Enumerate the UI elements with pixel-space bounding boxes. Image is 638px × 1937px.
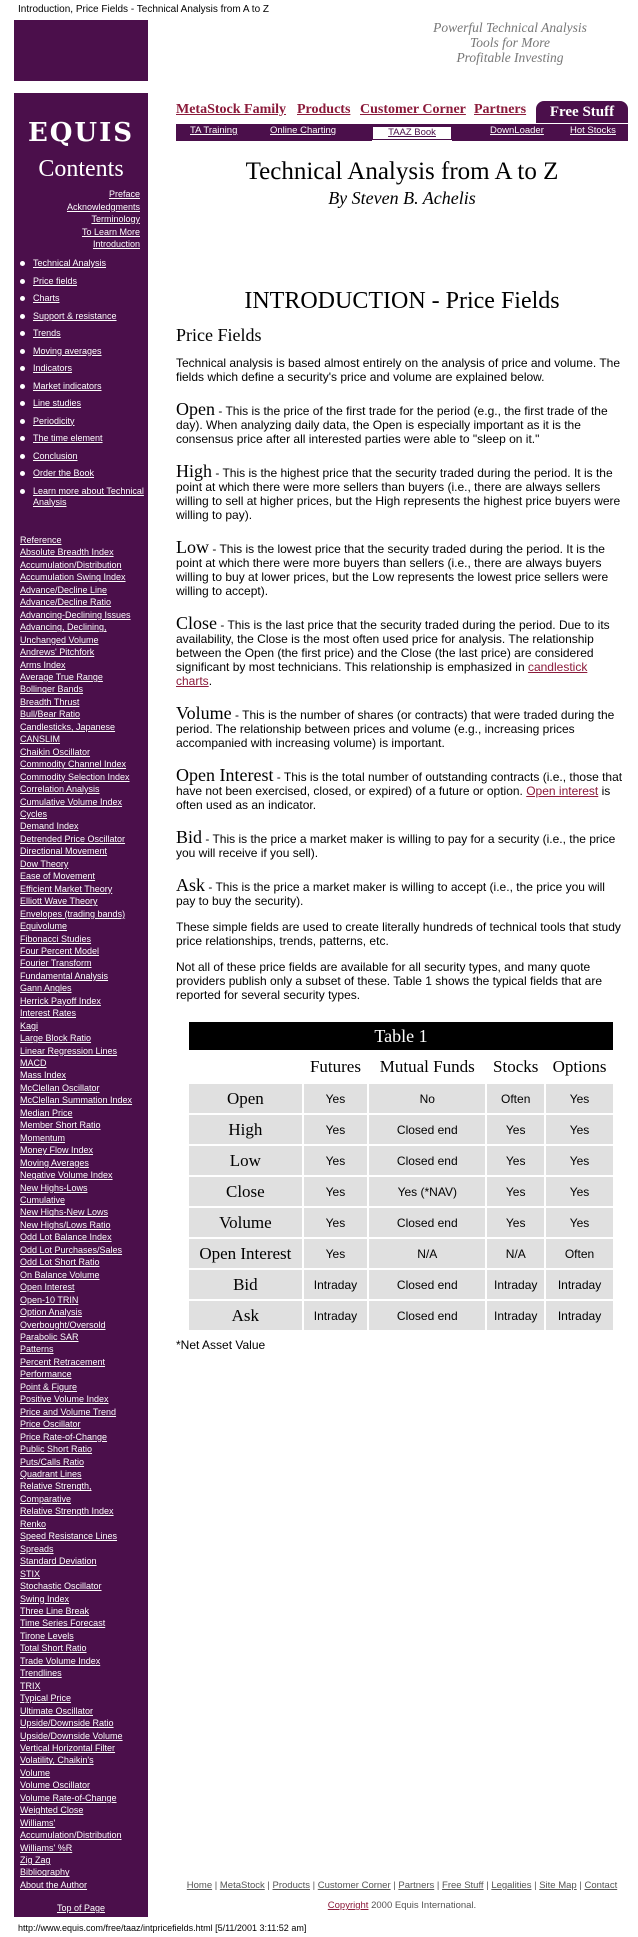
reference-link-odd-lot-purchases-sales[interactable]: Odd Lot Purchases/Sales <box>20 1244 123 1255</box>
footer-link-free-stuff[interactable]: Free Stuff <box>442 1880 484 1891</box>
reference-link-trade-volume-index[interactable]: Trade Volume Index <box>20 1655 101 1666</box>
reference-link-member-short-ratio[interactable]: Member Short Ratio <box>20 1120 101 1131</box>
reference-link-accumulation-swing-index[interactable]: Accumulation Swing Index <box>20 572 126 583</box>
reference-link-correlation-analysis[interactable]: Correlation Analysis <box>20 784 100 795</box>
reference-link-upside-downside-volume[interactable]: Upside/Downside Volume <box>20 1730 123 1741</box>
open-interest-definition <box>176 765 626 812</box>
table-row <box>189 1146 613 1175</box>
reference-link-herrick-payoff-index[interactable]: Herrick Payoff Index <box>20 995 101 1006</box>
reference-link-new-highs-lows[interactable]: New Highs-Lows <box>20 1182 88 1193</box>
chapter-item <box>19 381 144 392</box>
footer-link-home[interactable]: Home <box>186 1880 213 1891</box>
term-low: Low <box>176 537 209 557</box>
open-interest-end: is often used as an indicator. <box>176 784 611 812</box>
table-cell: Yes <box>304 1177 368 1206</box>
sidebar-link-terminology[interactable]: Terminology <box>91 214 140 224</box>
bid-definition <box>176 827 626 860</box>
footer-link-site-map[interactable]: Site Map <box>539 1880 577 1891</box>
table-cell: Yes (*NAV) <box>369 1177 485 1206</box>
reference-link-standard-deviation[interactable]: Standard Deviation <box>20 1556 97 1567</box>
chapter-link-order-the-book[interactable]: Order the Book <box>33 468 95 478</box>
footer-link-products[interactable]: Products <box>272 1880 311 1891</box>
reference-link-vertical-horizontal-filter[interactable]: Vertical Horizontal Filter <box>20 1742 116 1753</box>
reference-link-spreads[interactable]: Spreads <box>20 1543 54 1554</box>
table-cell: Yes <box>546 1177 613 1206</box>
reference-link-open-interest[interactable]: Open Interest <box>20 1282 75 1293</box>
copyright <box>176 1900 628 1911</box>
chapter-link-line-studies[interactable]: Line studies <box>33 398 82 408</box>
close-definition <box>176 613 626 688</box>
table-cell: Closed end <box>369 1146 485 1175</box>
row-label: Volume <box>189 1208 302 1237</box>
table-cell: Yes <box>546 1146 613 1175</box>
reference-link-detrended-price-oscillator[interactable]: Detrended Price Oscillator <box>20 833 126 844</box>
ask-definition <box>176 875 626 908</box>
reference-link-new-highs-lows-ratio[interactable]: New Highs/Lows Ratio <box>20 1219 111 1230</box>
low-definition <box>176 537 626 598</box>
reference-link-fundamental-analysis[interactable]: Fundamental Analysis <box>20 970 109 981</box>
volume-definition <box>176 703 626 750</box>
table-header-row <box>189 1052 613 1082</box>
reference-link-puts-calls-ratio[interactable]: Puts/Calls Ratio <box>20 1456 85 1467</box>
table-cell: No <box>369 1084 485 1113</box>
reference-link-advancing-declining[interactable]: Advancing, Declining, <box>20 622 107 633</box>
footer-link-customer-corner[interactable]: Customer Corner <box>317 1880 391 1891</box>
reference-link-cumulative-volume-index[interactable]: Cumulative Volume Index <box>20 796 123 807</box>
reference-link-volatility-chaikin-s[interactable]: Volatility, Chaikin's <box>20 1755 94 1766</box>
table-row <box>189 1270 613 1299</box>
article-heading: INTRODUCTION - Price Fields <box>244 288 560 314</box>
reference-link-volume-oscillator[interactable]: Volume Oscillator <box>20 1780 91 1791</box>
reference-link-zig-zag[interactable]: Zig Zag <box>20 1855 51 1866</box>
sidebar-link-to-learn-more[interactable]: To Learn More <box>81 226 140 237</box>
chapter-link-learn-more-about-technical-analysis[interactable]: Learn more about Technical Analysis <box>33 485 144 507</box>
tagline <box>420 20 600 65</box>
table-cell: N/A <box>487 1239 544 1268</box>
ask-text: - This is the price a market maker is willing to accept (i.e., the price you will pay to buy the security). <box>176 880 605 908</box>
footer-separator: | <box>390 1880 399 1891</box>
term-open-interest: Open Interest <box>176 765 274 785</box>
table-cell: Yes <box>304 1208 368 1237</box>
table-row <box>189 1115 613 1144</box>
table-row <box>189 1239 613 1268</box>
footer-separator: | <box>434 1880 443 1891</box>
subnav-ta-training[interactable]: TA Training <box>190 125 238 136</box>
reference-link-commodity-selection-index[interactable]: Commodity Selection Index <box>20 771 130 782</box>
footer-separator: | <box>310 1880 318 1891</box>
reference-link-ultimate-oscillator[interactable]: Ultimate Oscillator <box>20 1705 94 1716</box>
reference-link-performance[interactable]: Performance <box>20 1369 72 1380</box>
reference-link-negative-volume-index[interactable]: Negative Volume Index <box>20 1170 113 1181</box>
chapter-link-the-time-element[interactable]: The time element <box>33 433 103 443</box>
sidebar-chapter-list <box>19 258 144 514</box>
subnav-hot-stocks[interactable]: Hot Stocks <box>570 125 616 136</box>
contents-title: Contents <box>38 156 124 182</box>
reference-link-speed-resistance-lines[interactable]: Speed Resistance Lines <box>20 1531 118 1542</box>
sidebar-top-links <box>67 188 140 251</box>
reference-link-moving-averages[interactable]: Moving Averages <box>20 1157 89 1168</box>
table-cell: Yes <box>546 1115 613 1144</box>
reference-link-elliott-wave-theory[interactable]: Elliott Wave Theory <box>20 896 98 907</box>
footer-link-metastock[interactable]: MetaStock <box>219 1880 265 1891</box>
price-fields-table <box>187 1020 615 1332</box>
reference-link-stochastic-oscillator[interactable]: Stochastic Oscillator <box>20 1581 102 1592</box>
reference-link-swing-index[interactable]: Swing Index <box>20 1593 70 1604</box>
chapter-item <box>19 311 144 322</box>
column-header: Futures <box>309 1057 361 1076</box>
bid-text: - This is the price a market maker is willing to pay for a security (i.e., the price you will receive if you sell). <box>176 832 616 860</box>
reference-link-odd-lot-balance-index[interactable]: Odd Lot Balance Index <box>20 1232 112 1243</box>
tagline-line: Tools for More <box>469 35 551 50</box>
subnav-taaz-book-tab <box>372 124 452 140</box>
reference-link-efficient-market-theory[interactable]: Efficient Market Theory <box>20 883 113 894</box>
status-url: http://www.equis.com/free/taaz/intpricefields.html [5/11/2001 3:11:52 am] <box>18 1923 307 1933</box>
subnav-downloader[interactable]: DownLoader <box>490 125 544 136</box>
row-label: Low <box>189 1146 302 1175</box>
reference-link-unchanged-volume[interactable]: Unchanged Volume <box>20 634 99 645</box>
row-label: High <box>189 1115 302 1144</box>
term-volume: Volume <box>176 703 232 723</box>
table-cell: Yes <box>546 1208 613 1237</box>
footer-separator: | <box>576 1880 585 1891</box>
chapter-link-price-fields[interactable]: Price fields <box>33 275 78 286</box>
table-cell: Yes <box>487 1208 544 1237</box>
reference-link-arms-index[interactable]: Arms Index <box>20 659 66 670</box>
reference-link-open-10-trin[interactable]: Open-10 TRIN <box>20 1294 79 1305</box>
reference-link-directional-movement[interactable]: Directional Movement <box>20 846 108 857</box>
reference-link-advance-decline-ratio[interactable]: Advance/Decline Ratio <box>20 597 112 608</box>
table-cell: Often <box>546 1239 613 1268</box>
table-cell: Yes <box>304 1084 368 1113</box>
reference-link-bibliography[interactable]: Bibliography <box>20 1867 70 1878</box>
reference-link-breadth-thrust[interactable]: Breadth Thrust <box>20 696 80 707</box>
tagline-line: Powerful Technical Analysis <box>433 20 587 35</box>
table-cell: Intraday <box>487 1270 544 1299</box>
reference-link-williams-r[interactable]: Williams' %R <box>20 1842 73 1853</box>
table-cell: N/A <box>369 1239 485 1268</box>
reference-link-cycles[interactable]: Cycles <box>20 808 48 819</box>
table-cell: Yes <box>546 1084 613 1113</box>
copyright-text: 2000 Equis International. <box>368 1900 477 1911</box>
reference-link-kagi[interactable]: Kagi <box>20 1020 39 1031</box>
column-header: Mutual Funds <box>379 1057 475 1076</box>
chapter-link-conclusion[interactable]: Conclusion <box>33 450 78 461</box>
reference-link-weighted-close[interactable]: Weighted Close <box>20 1805 84 1816</box>
table-cell: Yes <box>304 1146 368 1175</box>
chapter-item <box>19 276 144 287</box>
reference-link-mcclellan-summation-index[interactable]: McClellan Summation Index <box>20 1095 133 1106</box>
reference-link-price-and-volume-trend[interactable]: Price and Volume Trend <box>20 1406 117 1417</box>
close-text: - This is the last price that the security traded during the period. Due to its availability, the Close is the most often used price for analysis. The relationship between the Open (the first price) and the Close (the last price) are considered significant by most technicians. This relationship is emphasized in <box>176 618 610 674</box>
sidebar-link-preface[interactable]: Preface <box>108 189 140 199</box>
nav-metastock-family[interactable]: MetaStock Family <box>176 102 287 117</box>
table-row <box>189 1208 613 1237</box>
reference-link-interest-rates[interactable]: Interest Rates <box>20 1008 77 1019</box>
tagline-line: Profitable Investing <box>456 50 564 65</box>
sidebar-divider <box>14 81 148 93</box>
footer-link-partners[interactable]: Partners <box>398 1880 435 1891</box>
chapter-item <box>19 363 144 374</box>
sidebar-reference-list <box>20 534 146 1891</box>
reference-link-parabolic-sar[interactable]: Parabolic SAR <box>20 1332 79 1342</box>
reference-link-volume[interactable]: Volume <box>20 1767 51 1778</box>
sub-nav <box>176 124 628 141</box>
table-cell: Yes <box>487 1177 544 1206</box>
simple-fields-paragraph: These simple fields are used to create literally hundreds of technical tools that study price relationships, trends, patterns, etc. <box>176 920 621 948</box>
book-author: By Steven B. Achelis <box>328 188 476 208</box>
intro-paragraph: Technical analysis is based almost entirely on the analysis of price and volume. The fields which define a security's price and volume are explained below. <box>176 356 621 384</box>
reference-link-dow-theory[interactable]: Dow Theory <box>20 858 69 869</box>
reference-link-advancing-declining-issues[interactable]: Advancing-Declining Issues <box>20 609 131 620</box>
reference-link-on-balance-volume[interactable]: On Balance Volume <box>20 1269 100 1280</box>
chapter-item <box>19 258 144 269</box>
table-cell: Closed end <box>369 1270 485 1299</box>
term-bid: Bid <box>176 827 203 847</box>
high-text: - This is the highest price that the security traded during the period. It is the point at which there were more sellers than buyers (i.e., there are always sellers willing to sell at higher prices, but the High represents the highest price buyers were willing to pay). <box>176 466 621 522</box>
chapter-item <box>19 398 144 409</box>
reference-link-overbought-oversold[interactable]: Overbought/Oversold <box>20 1319 106 1330</box>
reference-link-chaikin-oscillator[interactable]: Chaikin Oscillator <box>20 746 91 757</box>
open-interest-link[interactable]: Open interest <box>526 784 599 798</box>
table-row <box>189 1084 613 1113</box>
reference-link-odd-lot-short-ratio[interactable]: Odd Lot Short Ratio <box>20 1257 100 1268</box>
reference-link-ease-of-movement[interactable]: Ease of Movement <box>20 871 96 882</box>
chapter-link-charts[interactable]: Charts <box>33 293 60 303</box>
chapter-link-moving-averages[interactable]: Moving averages <box>33 345 102 356</box>
chapter-link-indicators[interactable]: Indicators <box>33 363 73 373</box>
table-cell: Closed end <box>369 1208 485 1237</box>
footer-link-legalities[interactable]: Legalities <box>491 1880 532 1891</box>
chapter-item <box>19 346 144 357</box>
chapter-link-support-resistance[interactable]: Support & resistance <box>33 310 117 321</box>
table-cell: Closed end <box>369 1115 485 1144</box>
nav-customer-corner[interactable]: Customer Corner <box>360 102 466 117</box>
reference-link-reference[interactable]: Reference <box>20 535 62 545</box>
reference-link-gann-angles[interactable]: Gann Angles <box>20 983 72 994</box>
row-label: Open <box>189 1084 302 1113</box>
chapter-item <box>19 328 144 339</box>
chapter-link-technical-analysis[interactable]: Technical Analysis <box>33 258 107 268</box>
not-all-fields-paragraph: Not all of these price fields are available for all security types, and many quote providers publish only a subset of these. Table 1 shows the typical fields that are reported for several security types. <box>176 960 603 1002</box>
reference-link-comparative[interactable]: Comparative <box>20 1493 72 1504</box>
table-corner <box>189 1052 302 1082</box>
reference-link-relative-strength-index[interactable]: Relative Strength Index <box>20 1506 114 1517</box>
top-of-page-link[interactable]: Top of Page <box>56 1903 106 1913</box>
book-title: Technical Analysis from A to Z <box>245 158 559 185</box>
top-of-page <box>14 1903 148 1913</box>
reference-link-mass-index[interactable]: Mass Index <box>20 1070 67 1081</box>
reference-link-mcclellan-oscillator[interactable]: McClellan Oscillator <box>20 1082 100 1093</box>
open-text: - This is the price of the first trade for the period (e.g., the first trade of the day). When analyzing daily data, the Open is especially important as it is the consensus price after all interested parties were able to "sleep on it." <box>176 404 608 446</box>
sidebar-link-introduction[interactable]: Introduction <box>92 239 140 249</box>
reference-link-equivolume[interactable]: Equivolume <box>20 921 68 932</box>
reference-link-large-block-ratio[interactable]: Large Block Ratio <box>20 1033 92 1044</box>
row-label: Bid <box>189 1270 302 1299</box>
chapter-link-trends[interactable]: Trends <box>33 328 61 338</box>
nav-free-stuff-tab[interactable]: Free Stuff <box>536 101 628 123</box>
table-cell: Yes <box>487 1146 544 1175</box>
open-interest-text: - This is the total number of outstanding contracts (i.e., those that have not been exercised, closed, or expired) of a future or option. <box>176 770 623 798</box>
reference-link-time-series-forecast[interactable]: Time Series Forecast <box>20 1618 106 1629</box>
reference-link-point-figure[interactable]: Point & Figure <box>20 1381 78 1392</box>
footer-separator: | <box>264 1880 273 1891</box>
reference-link-percent-retracement[interactable]: Percent Retracement <box>20 1356 106 1367</box>
reference-link-bollinger-bands[interactable]: Bollinger Bands <box>20 684 84 695</box>
column-header: Options <box>552 1057 607 1076</box>
reference-link-stix[interactable]: STIX <box>20 1568 41 1579</box>
reference-link-typical-price[interactable]: Typical Price <box>20 1693 72 1704</box>
reference-link-commodity-channel-index[interactable]: Commodity Channel Index <box>20 759 127 770</box>
reference-link-trendlines[interactable]: Trendlines <box>20 1668 62 1679</box>
reference-link-cumulative[interactable]: Cumulative <box>20 1195 66 1206</box>
reference-link-tirone-levels[interactable]: Tirone Levels <box>20 1630 74 1641</box>
reference-link-canslim[interactable]: CANSLIM <box>20 734 61 745</box>
term-ask: Ask <box>176 875 206 895</box>
table-row <box>189 1177 613 1206</box>
article-subheading: Price Fields <box>176 325 262 345</box>
table-cell: Yes <box>487 1115 544 1144</box>
window-title: Introduction, Price Fields - Technical Analysis from A to Z <box>18 4 270 15</box>
footer-links <box>176 1880 628 1891</box>
chapter-item <box>19 416 144 427</box>
reference-link-accumulation-distribution[interactable]: Accumulation/Distribution <box>20 559 122 570</box>
row-label: Ask <box>189 1301 302 1330</box>
sidebar-link-acknowledgments[interactable]: Acknowledgments <box>66 201 140 212</box>
reference-link-trix[interactable]: TRIX <box>20 1680 41 1691</box>
subnav-taaz-book[interactable]: TAAZ Book <box>388 127 436 138</box>
sidebar <box>14 20 148 1917</box>
reference-link-momentum[interactable]: Momentum <box>20 1132 66 1143</box>
close-end: . <box>208 674 213 688</box>
chapter-link-periodicity[interactable]: Periodicity <box>33 415 75 426</box>
volume-text: - This is the number of shares (or contracts) that were traded during the period. The relationship between prices and volume (e.g., increasing prices accompanied with increasing volume) is important. <box>176 708 615 750</box>
chapter-item <box>19 486 144 508</box>
table-cell: Closed end <box>369 1301 485 1330</box>
reference-link-candlesticks-japanese[interactable]: Candlesticks, Japanese <box>20 721 116 732</box>
reference-link-macd[interactable]: MACD <box>20 1058 47 1069</box>
reference-link-williams[interactable]: Williams' <box>20 1817 56 1828</box>
table-cell: Intraday <box>304 1301 368 1330</box>
reference-link-price-rate-of-change[interactable]: Price Rate-of-Change <box>20 1431 108 1442</box>
nav-products[interactable]: Products <box>297 102 351 117</box>
term-close: Close <box>176 613 218 633</box>
table-footnote: *Net Asset Value <box>176 1338 266 1352</box>
row-label: Open Interest <box>189 1239 302 1268</box>
reference-link-public-short-ratio[interactable]: Public Short Ratio <box>20 1444 93 1455</box>
article-body <box>176 325 626 1020</box>
term-open: Open <box>176 399 215 419</box>
row-label: Close <box>189 1177 302 1206</box>
reference-link-volume-rate-of-change[interactable]: Volume Rate-of-Change <box>20 1792 117 1803</box>
reference-link-fibonacci-studies[interactable]: Fibonacci Studies <box>20 933 92 944</box>
reference-link-four-percent-model[interactable]: Four Percent Model <box>20 945 100 956</box>
chapter-item <box>19 293 144 304</box>
copyright-link[interactable]: Copyright <box>327 1900 369 1911</box>
table-cell: Yes <box>304 1239 368 1268</box>
reference-link-advance-decline-line[interactable]: Advance/Decline Line <box>20 584 108 595</box>
reference-link-bull-bear-ratio[interactable]: Bull/Bear Ratio <box>20 709 81 720</box>
table-cell: Often <box>487 1084 544 1113</box>
column-header: Stocks <box>493 1057 539 1076</box>
reference-link-positive-volume-index[interactable]: Positive Volume Index <box>20 1394 109 1405</box>
reference-link-three-line-break[interactable]: Three Line Break <box>20 1605 90 1616</box>
chapter-item <box>19 451 144 462</box>
reference-link-about-the-author[interactable]: About the Author <box>20 1879 88 1890</box>
open-definition <box>176 399 626 446</box>
table-cell: Intraday <box>546 1301 613 1330</box>
table-cell: Intraday <box>487 1301 544 1330</box>
reference-link-relative-strength[interactable]: Relative Strength, <box>20 1481 92 1492</box>
chapter-item <box>19 433 144 444</box>
low-text: - This is the lowest price that the security traded during the period. It is the point at which there were more buyers than sellers (i.e., there are always buyers willing to buy at lower prices, but the Low represents the lowest price sellers were willing to accept). <box>176 542 609 598</box>
equis-logo[interactable]: EQUIS <box>27 118 135 148</box>
term-high: High <box>176 461 212 481</box>
candlestick-charts-link[interactable]: candlestick charts <box>176 660 588 688</box>
reference-link-average-true-range[interactable]: Average True Range <box>20 671 103 682</box>
footer-separator: | <box>212 1880 220 1891</box>
table-row <box>189 1301 613 1330</box>
reference-link-accumulation-distribution[interactable]: Accumulation/Distribution <box>20 1830 122 1841</box>
reference-link-quadrant-lines[interactable]: Quadrant Lines <box>20 1468 82 1479</box>
reference-link-price-oscillator[interactable]: Price Oscillator <box>20 1419 81 1430</box>
table-cell: Intraday <box>304 1270 368 1299</box>
reference-link-total-short-ratio[interactable]: Total Short Ratio <box>20 1643 87 1654</box>
reference-link-fourier-transform[interactable]: Fourier Transform <box>20 958 92 969</box>
chapter-link-market-indicators[interactable]: Market indicators <box>33 380 102 391</box>
reference-link-absolute-breadth-index[interactable]: Absolute Breadth Index <box>20 547 114 558</box>
reference-link-money-flow-index[interactable]: Money Flow Index <box>20 1145 94 1156</box>
reference-link-andrews-pitchfork[interactable]: Andrews' Pitchfork <box>20 647 95 658</box>
high-definition <box>176 461 626 522</box>
reference-link-demand-index[interactable]: Demand Index <box>20 821 79 832</box>
table-cell: Intraday <box>546 1270 613 1299</box>
reference-link-new-highs-new-lows[interactable]: New Highs-New Lows <box>20 1207 109 1218</box>
table-caption: Table 1 <box>189 1022 613 1050</box>
subnav-online-charting[interactable]: Online Charting <box>270 125 337 136</box>
reference-link-renko[interactable]: Renko <box>20 1518 47 1529</box>
footer-separator: | <box>531 1880 540 1891</box>
footer-link-contact[interactable]: Contact <box>584 1880 618 1891</box>
nav-partners[interactable]: Partners <box>474 102 527 117</box>
footer-separator: | <box>483 1880 492 1891</box>
reference-link-patterns[interactable]: Patterns <box>20 1344 54 1355</box>
chapter-item <box>19 468 144 479</box>
reference-link-linear-regression-lines[interactable]: Linear Regression Lines <box>20 1045 118 1056</box>
table-cell: Yes <box>304 1115 368 1144</box>
reference-link-median-price[interactable]: Median Price <box>20 1107 73 1118</box>
reference-link-option-analysis[interactable]: Option Analysis <box>20 1307 83 1318</box>
reference-link-envelopes-trading-bands[interactable]: Envelopes (trading bands) <box>20 908 126 919</box>
reference-link-upside-downside-ratio[interactable]: Upside/Downside Ratio <box>20 1718 114 1729</box>
